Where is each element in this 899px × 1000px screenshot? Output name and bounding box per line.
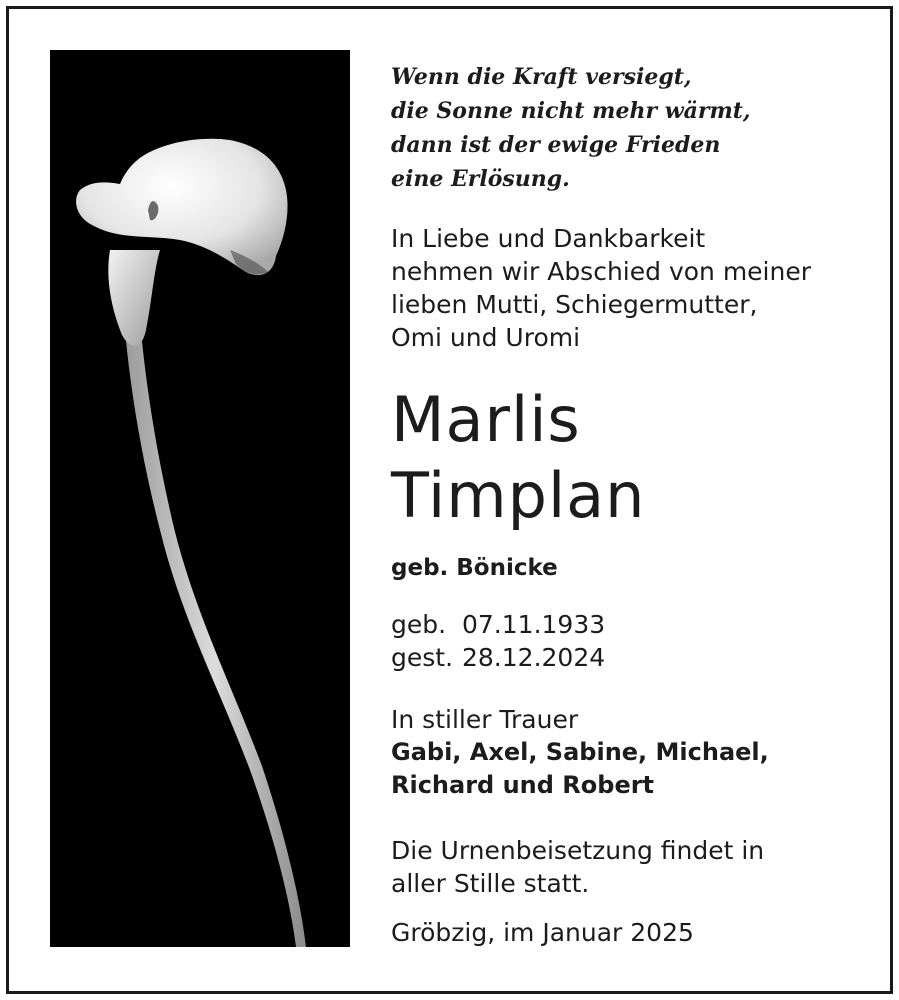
last-name: Timplan <box>391 459 646 532</box>
intro-line: In Liebe und Dankbarkeit <box>391 224 706 253</box>
birth-date: 07.11.1933 <box>462 610 606 639</box>
deceased-name <box>391 382 861 534</box>
intro-line: lieben Mutti, Schiegermutter, <box>391 290 758 319</box>
urn-burial-notice <box>391 834 861 900</box>
mourner-names-line: Richard und Robert <box>391 771 655 799</box>
memorial-quote <box>391 60 861 196</box>
mourning-intro: In stiller Trauer <box>391 705 579 734</box>
death-date: 28.12.2024 <box>462 643 606 672</box>
farewell-intro <box>391 222 861 354</box>
death-label: gest. <box>391 643 454 672</box>
birth-date-row <box>391 608 605 641</box>
quote-line: die Sonne nicht mehr wärmt, <box>391 98 751 124</box>
place-date: Gröbzig, im Januar 2025 <box>391 918 694 947</box>
calla-lily-icon <box>50 50 350 947</box>
calla-lily-photo <box>50 50 350 947</box>
mourners <box>391 703 861 802</box>
intro-line: Omi und Uromi <box>391 323 581 352</box>
quote-line: dann ist der ewige Frieden <box>391 132 721 158</box>
maiden-name: geb. Bönicke <box>391 555 558 581</box>
urn-line: Die Urnenbeisetzung findet in <box>391 836 765 865</box>
mourner-names-line: Gabi, Axel, Sabine, Michael, <box>391 738 769 766</box>
death-date-row <box>391 641 605 674</box>
first-name: Marlis <box>391 383 581 456</box>
quote-line: Wenn die Kraft versiegt, <box>391 64 692 90</box>
urn-line: aller Stille statt. <box>391 869 590 898</box>
intro-line: nehmen wir Abschied von meiner <box>391 257 812 286</box>
birth-label: geb. <box>391 610 447 639</box>
life-dates <box>391 608 605 674</box>
quote-line: eine Erlösung. <box>391 166 570 192</box>
